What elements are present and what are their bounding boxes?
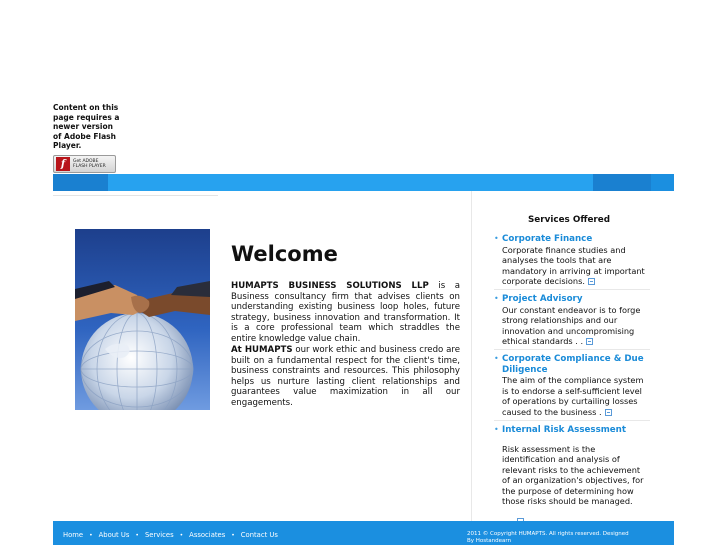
service-desc-text: Corporate finance studies and analyses the tools that are mandatory in arriving at important corporate decisions. [502,244,645,286]
designed-label: Designed [602,531,629,537]
header-band-left [53,174,108,191]
flash-badge-text [73,159,106,170]
service-separator [494,420,650,421]
company-name: HUMAPTS BUSINESS SOLUTIONS LLP [231,281,429,291]
service-item-corporate-finance [494,234,650,287]
footer-separator-icon: • [179,531,184,539]
service-desc [502,245,650,287]
get-flash-player-badge[interactable] [53,155,116,173]
footer-nav [63,531,278,539]
service-desc-text: Risk assessment is the identification and analysis of relevant risks to the achievement of an organization's objectives, for the purpose of determining how those risks should be managed. [502,443,644,506]
service-desc [502,305,650,347]
copyright-text: 2011 © Copyright HUMAPTS. All rights reserved. [467,531,601,537]
flash-required-message: Content on this page requires a newer version of Adobe Flash Player. [53,103,120,150]
service-link-risk-assessment[interactable]: Internal Risk Assessment [502,425,627,435]
service-desc [502,375,650,417]
ethic-lead: At HUMAPTS [231,345,293,355]
service-link-project-advisory[interactable]: Project Advisory [502,294,583,304]
column-divider [471,191,472,521]
service-desc [502,444,650,507]
read-more-icon[interactable] [588,278,595,285]
footer-separator-icon: • [231,531,235,539]
header-band-right [593,174,651,191]
flash-badge-product: FLASH PLAYER [73,164,106,169]
footer-link-associates[interactable]: Associates [189,531,226,539]
bullet-icon: • [494,425,499,434]
bullet-icon: • [494,354,499,363]
intro-paragraph-text: is a Business consultancy firm that advises clients on understanding existing business loop holes, future strategy, business innovation and transformation. It is a core professional team which straddles the entire knowledge value chain. [231,281,460,344]
services-heading: Services Offered [527,215,611,225]
read-more-icon[interactable] [605,409,612,416]
footer-copyright [467,531,667,545]
bullet-icon: • [494,294,499,303]
footer [53,521,674,545]
footer-link-about[interactable]: About Us [98,531,130,539]
footer-separator-icon: • [89,531,93,539]
flash-badge-get: Get ADOBE [73,158,99,164]
service-desc-text: The aim of the compliance system is to endorse a self-sufficient level of operations by curtailing losses caused to the business . [502,375,644,417]
handshake-globe-image [75,229,210,410]
ethic-paragraph-text: our work ethic and business credo are built on a fundamental respect for the client's time, business constraints and resources. This philosophy helps us nurture lasting client relationships and guarantees value maximization in all our engagements. [231,345,460,408]
adobe-flash-icon: f [56,157,70,171]
divider [53,195,218,196]
service-link-compliance[interactable]: Corporate Compliance & Due Diligence [502,354,644,375]
footer-link-contact[interactable]: Contact Us [240,531,278,539]
designer-link[interactable]: By Hostandearn [467,538,512,544]
bullet-icon: • [494,234,499,243]
footer-link-services[interactable]: Services [144,531,174,539]
service-separator [494,289,650,290]
service-desc-text: Our constant endeavor is to forge strong relationships and our innovation and uncompromising ethical standards . . [502,304,641,346]
service-item-compliance [494,354,650,417]
header-band-center [108,174,593,191]
page-title: Welcome [231,242,338,266]
ethic-paragraph [231,345,460,408]
footer-link-home[interactable]: Home [63,531,84,539]
service-link-corporate-finance[interactable]: Corporate Finance [502,234,593,244]
intro-paragraph [231,281,460,344]
service-item-risk-assessment [494,425,650,530]
read-more-icon[interactable] [586,338,593,345]
service-item-project-advisory [494,294,650,347]
footer-separator-icon: • [135,531,139,539]
service-separator [494,349,650,350]
